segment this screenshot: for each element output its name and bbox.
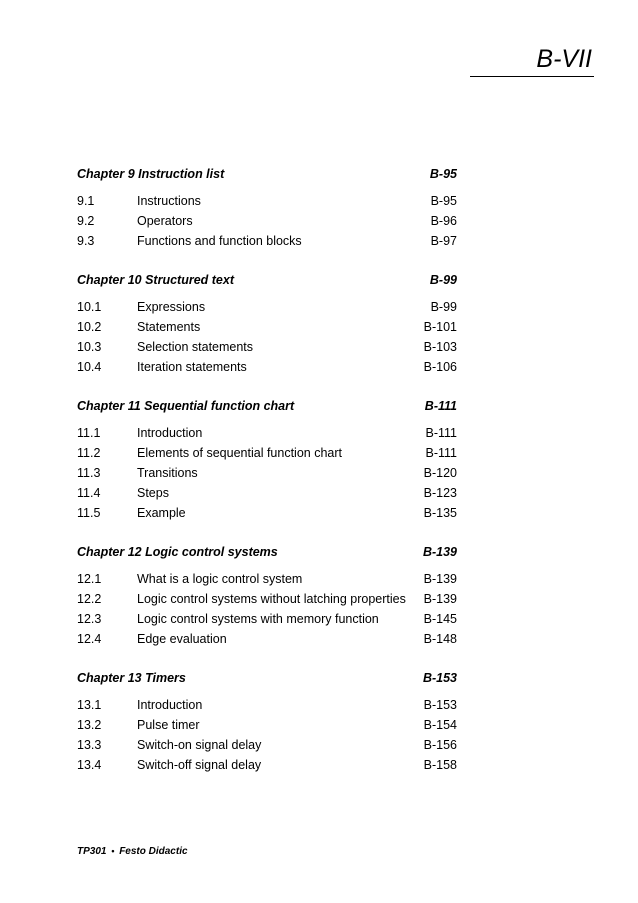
section-number: 11.3: [77, 466, 101, 480]
section-page-number: B-120: [423, 466, 457, 480]
section-page-number: B-158: [423, 758, 457, 772]
section-page-number: B-153: [423, 698, 457, 712]
section-title: Elements of sequential function chart: [137, 446, 342, 460]
chapter-heading: [77, 164, 457, 184]
footer-separator: •: [111, 846, 115, 856]
toc-entry: [77, 589, 457, 609]
chapter-block: [77, 396, 457, 523]
section-title: Instructions: [137, 194, 201, 208]
section-number: 12.4: [77, 632, 102, 646]
toc-entry: [77, 211, 457, 231]
section-page-number: B-139: [423, 592, 457, 606]
toc-entry: [77, 463, 457, 483]
toc-entry: [77, 503, 457, 523]
chapter-page-number: B-111: [424, 399, 457, 413]
section-title: Operators: [137, 214, 193, 228]
section-number: 12.3: [77, 612, 102, 626]
toc-entry: [77, 191, 457, 211]
section-title: Steps: [137, 486, 169, 500]
section-title: Statements: [137, 320, 201, 334]
section-page-number: B-97: [430, 234, 457, 248]
section-title: Switch-off signal delay: [137, 758, 262, 772]
toc-entry: [77, 755, 457, 775]
section-number: 10.2: [77, 320, 102, 334]
section-number: 12.1: [77, 572, 102, 586]
page-footer: [77, 846, 188, 857]
section-page-number: B-135: [423, 506, 457, 520]
footer-publisher: Festo Didactic: [119, 846, 188, 857]
toc-entry: [77, 297, 457, 317]
toc-entry: [77, 231, 457, 251]
section-title: Logic control systems with memory function: [137, 612, 379, 626]
section-title: Switch-on signal delay: [137, 738, 262, 752]
section-number: 12.2: [77, 592, 102, 606]
footer-course-code: TP301: [77, 846, 107, 857]
chapter-block: [77, 270, 457, 377]
chapter-heading: [77, 542, 457, 562]
section-title: What is a logic control system: [137, 572, 303, 586]
chapter-title: Chapter 9 Instruction list: [77, 167, 225, 181]
section-title: Logic control systems without latching properties: [137, 592, 406, 606]
toc-entry: [77, 423, 457, 443]
section-number: 9.2: [77, 214, 95, 228]
section-page-number: B-123: [423, 486, 457, 500]
section-number: 13.4: [77, 758, 102, 772]
section-number: 10.3: [77, 340, 102, 354]
section-number: 13.2: [77, 718, 102, 732]
section-title: Edge evaluation: [137, 632, 227, 646]
section-page-number: B-154: [423, 718, 457, 732]
section-number: 13.1: [77, 698, 102, 712]
toc-entry: [77, 715, 457, 735]
section-number: 11.2: [77, 446, 101, 460]
section-page-number: B-145: [423, 612, 457, 626]
section-page-number: B-101: [423, 320, 457, 334]
section-title: Transitions: [137, 466, 198, 480]
section-title: Introduction: [137, 426, 203, 440]
chapter-heading: [77, 668, 457, 688]
section-page-number: B-103: [423, 340, 457, 354]
section-page-number: B-106: [423, 360, 457, 374]
toc-entry: [77, 695, 457, 715]
table-of-contents: [77, 164, 457, 794]
section-title: Example: [137, 506, 186, 520]
toc-entry: [77, 569, 457, 589]
chapter-page-number: B-95: [429, 167, 457, 181]
section-number: 9.1: [77, 194, 95, 208]
chapter-heading: [77, 396, 457, 416]
chapter-page-number: B-153: [422, 671, 457, 685]
section-page-number: B-99: [430, 300, 457, 314]
chapter-title: Chapter 11 Sequential function chart: [77, 399, 295, 413]
chapter-heading: [77, 270, 457, 290]
toc-entry: [77, 337, 457, 357]
section-page-number: B-96: [430, 214, 457, 228]
section-page-number: B-148: [423, 632, 457, 646]
section-page-number: B-95: [430, 194, 457, 208]
section-number: 11.5: [77, 506, 101, 520]
section-number: 11.1: [77, 426, 101, 440]
chapter-page-number: B-139: [422, 545, 457, 559]
chapter-title: Chapter 13 Timers: [77, 671, 186, 685]
section-title: Iteration statements: [137, 360, 247, 374]
section-number: 13.3: [77, 738, 102, 752]
chapter-title: Chapter 12 Logic control systems: [77, 545, 278, 559]
toc-entry: [77, 357, 457, 377]
toc-entry: [77, 317, 457, 337]
chapter-block: [77, 164, 457, 251]
section-page-number: B-156: [423, 738, 457, 752]
chapter-page-number: B-99: [429, 273, 457, 287]
section-title: Pulse timer: [137, 718, 200, 732]
section-page-number: B-139: [423, 572, 457, 586]
section-number: 10.4: [77, 360, 102, 374]
toc-entry: [77, 609, 457, 629]
section-page-number: B-111: [425, 426, 457, 440]
section-title: Functions and function blocks: [137, 234, 302, 248]
toc-entry: [77, 483, 457, 503]
chapter-title: Chapter 10 Structured text: [77, 273, 234, 287]
section-title: Expressions: [137, 300, 206, 314]
chapter-block: [77, 542, 457, 649]
section-title: Introduction: [137, 698, 203, 712]
toc-entry: [77, 629, 457, 649]
page-header: [470, 44, 594, 77]
toc-entry: [77, 443, 457, 463]
page-number: B-VII: [536, 45, 592, 73]
section-number: 9.3: [77, 234, 95, 248]
section-page-number: B-111: [425, 446, 457, 460]
section-number: 10.1: [77, 300, 102, 314]
chapter-block: [77, 668, 457, 775]
section-number: 11.4: [77, 486, 101, 500]
section-title: Selection statements: [137, 340, 254, 354]
toc-entry: [77, 735, 457, 755]
